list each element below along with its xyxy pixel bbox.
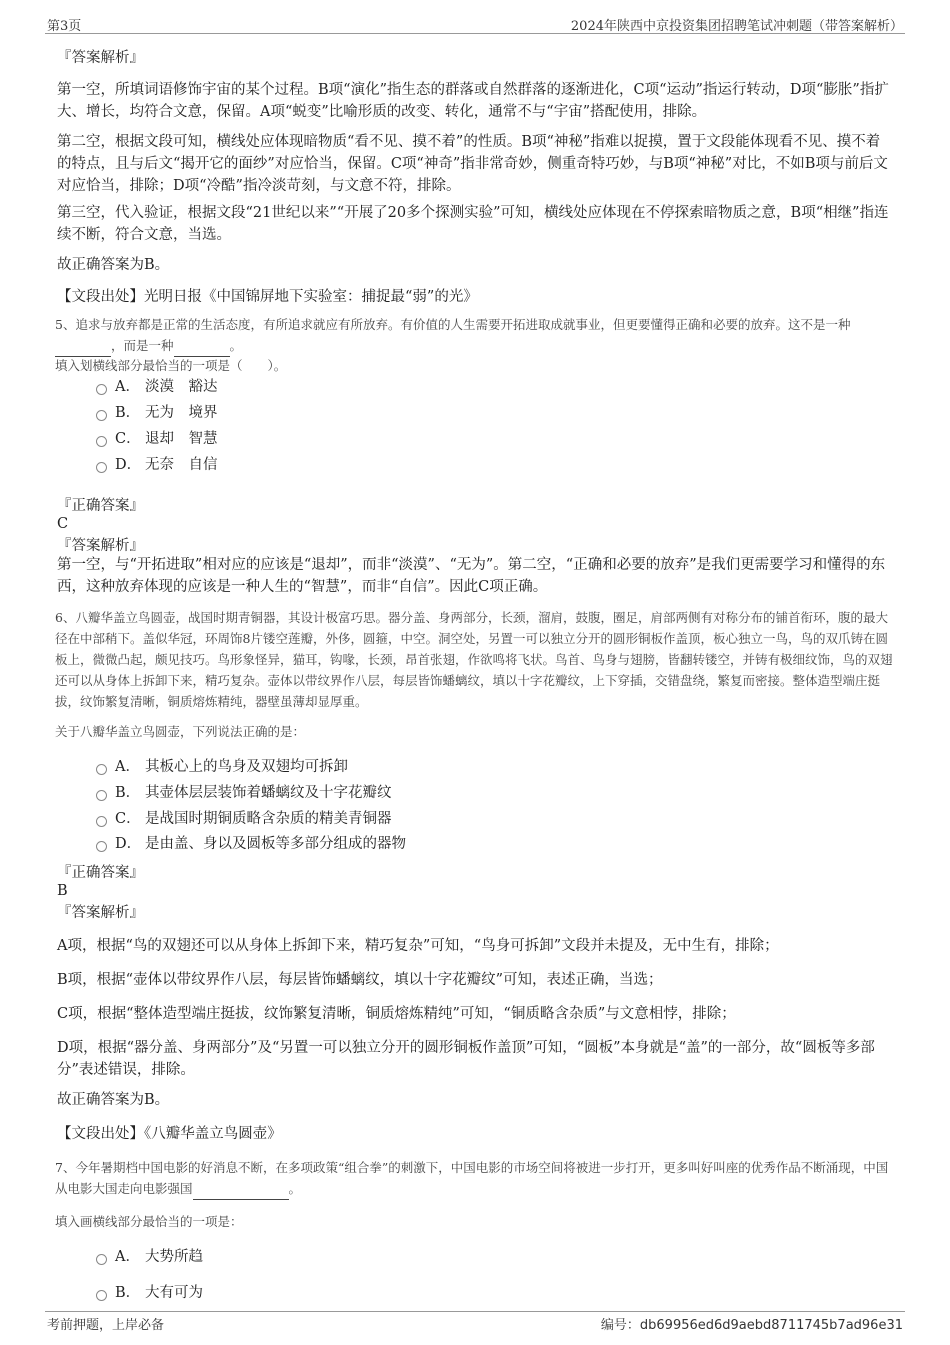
option-c[interactable]: C． 退却 智慧 (96, 428, 218, 450)
document-code: 编号：db69956ed6d9aebd8711745b7ad96e31 (600, 1318, 903, 1333)
option-c[interactable]: C． 是战国时期铜质略含杂质的精美青铜器 (96, 808, 392, 830)
radio-icon[interactable] (96, 462, 107, 473)
analysis-paragraph: 第一空，所填词语修饰宇宙的某个过程。B项“演化”指生态的群落或自然群落的逐渐进化，C项“运动”指运行转动，D项“膨胀”指扩大、增长，均符合文意，保留。A项“蜕变”比喻形质的改变、转化，通常不与“宇宙”搭配使用，排除。 (57, 82, 889, 120)
correct-answer: B (57, 883, 68, 899)
question-stem: 6、八瓣华盖立鸟圆壶，战国时期青铜器，其设计极富巧思。器分盖、身两部分，长颈，溜肩，鼓腹，圈足，肩部两侧有对称分布的铺首衔环，腹的最大径在中部稍下。盖似华冠，环周饰8片镂空莲瓣，外侈，圆箍，中空。洞空处，另置一可以独立分开的圆形铜板作盖顶，板心独立一鸟，鸟的双爪铸在圆板上，微微凸起，颇见技巧。鸟形象怪异，猫耳，钩喙，长颈，昂首张翅，作欲鸣将飞状。鸟首、鸟身与翅膀，皆翻转镂空，并铸有极细纹饰，鸟的双翅还可以从身体上拆卸下来，精巧复杂。壶体以带纹界作八层，每层皆饰蟠螭纹，填以十字花瓣纹，上下穿插，交错盘绕，繁复而密接。整体造型端庄挺拔，纹饰繁复清晰，铜质熔炼精纯，器壁虽薄却显厚重。 (55, 610, 893, 709)
analysis-paragraph: 第一空，与“开拓进取”相对应的应该是“退却”，而非“淡漠”、“无为”。第二空，“正确和必要的放弃”是我们更需要学习和懂得的东西，这种放弃体现的应该是一种人生的“智慧”，而非“自信”。因此C项正确。 (57, 557, 886, 595)
radio-icon[interactable] (96, 436, 107, 447)
question-stem: 5、追求与放弃都是正常的生活态度，有所追求就应有所放弃。有价值的人生需要开拓进取成就事业，但更要懂得正确和必要的放弃。这不是一种 ，而是一种 。 (55, 314, 895, 357)
fill-blank (174, 335, 230, 357)
option-a[interactable]: A． 大势所趋 (96, 1246, 203, 1268)
radio-icon[interactable] (96, 1290, 107, 1301)
option-b[interactable]: B． 大有可为 (96, 1282, 203, 1304)
option-b[interactable]: B． 其壶体层层装饰着蟠螭纹及十字花瓣纹 (96, 782, 392, 804)
radio-icon[interactable] (96, 764, 107, 775)
document-title: 2024年陕西中京投资集团招聘笔试冲刺题（带答案解析） (570, 19, 903, 34)
option-a[interactable]: A． 其板心上的鸟身及双翅均可拆卸 (96, 756, 348, 778)
option-b[interactable]: B． 无为 境界 (96, 402, 218, 424)
analysis-paragraph: 第三空，代入验证，根据文段“21世纪以来”“开展了20多个探测实验”可知，横线处应体现在不停探索暗物质之意，B项“相继”指连续不断，符合文意，当选。 (57, 205, 889, 243)
question-stem: 7、今年暑期档中国电影的好消息不断，在多项政策“组合拳”的刺激下，中国电影的市场空间将被进一步打开，更多叫好叫座的优秀作品不断涌现，中国从电影大国走向电影强国 。 (55, 1157, 895, 1200)
analysis-paragraph: A项，根据“鸟的双翅还可以从身体上拆卸下来，精巧复杂”可知，“鸟身可拆卸”文段并未提及，无中生有，排除； (57, 938, 779, 954)
analysis-paragraph: 第二空，根据文段可知，横线处应体现暗物质“看不见、摸不着”的性质。B项“神秘”指难以捉摸，置于文段能体现看不见、摸不着的特点，且与后文“揭开它的面纱”对应恰当，保留。C项“神奇”指非常奇妙，侧重奇特巧妙，与B项“神秘”对比，不如B项与前后文对应恰当，排除；D项“冷酷”指冷淡苛刻，与文意不符，排除。 (57, 134, 888, 194)
option-a[interactable]: A． 淡漠 豁达 (96, 376, 218, 398)
footer-slogan: 考前押题，上岸必备 (47, 1318, 165, 1333)
fill-blank (193, 1178, 289, 1200)
conclusion: 故正确答案为B。 (57, 1092, 170, 1108)
question-prompt: 填入画横线部分最恰当的一项是： (55, 1214, 243, 1229)
conclusion: 故正确答案为B。 (57, 257, 170, 273)
source-citation: 【文段出处】《八瓣华盖立鸟圆壶》 (57, 1126, 282, 1142)
header-divider (45, 33, 905, 34)
analysis-paragraph: B项，根据“壶体以带纹界作八层，每层皆饰蟠螭纹，填以十字花瓣纹”可知，表述正确，当选； (57, 972, 663, 988)
radio-icon[interactable] (96, 841, 107, 852)
footer-divider (45, 1311, 905, 1312)
option-d[interactable]: D． 无奈 自信 (96, 454, 218, 476)
question-prompt: 填入划横线部分最恰当的一项是（ ）。 (55, 358, 287, 373)
question-prompt: 关于八瓣华盖立鸟圆壶，下列说法正确的是： (55, 724, 306, 739)
radio-icon[interactable] (96, 816, 107, 827)
correct-answer: C (57, 516, 69, 532)
analysis-label: 『答案解析』 (57, 905, 144, 921)
analysis-paragraph: C项，根据“整体造型端庄挺拔，纹饰繁复清晰，铜质熔炼精纯”可知，“铜质略含杂质”与文意相悖，排除； (57, 1006, 736, 1022)
radio-icon[interactable] (96, 1254, 107, 1265)
fill-blank (55, 335, 111, 357)
radio-icon[interactable] (96, 410, 107, 421)
answer-label: 『正确答案』 (57, 865, 144, 881)
radio-icon[interactable] (96, 384, 107, 395)
analysis-paragraph: D项，根据“器分盖、身两部分”及“另置一可以独立分开的圆形铜板作盖顶”可知，“圆板”本身就是“盖”的一部分，故“圆板等多部分”表述错误，排除。 (57, 1040, 875, 1078)
radio-icon[interactable] (96, 790, 107, 801)
answer-label: 『正确答案』 (57, 498, 144, 514)
source-citation: 【文段出处】光明日报《中国锦屏地下实验室：捕捉最“弱”的光》 (57, 289, 478, 305)
analysis-label: 『答案解析』 (57, 538, 144, 554)
page-number: 第3页 (47, 19, 82, 34)
analysis-label: 『答案解析』 (57, 50, 144, 66)
option-d[interactable]: D． 是由盖、身以及圆板等多部分组成的器物 (96, 833, 406, 855)
